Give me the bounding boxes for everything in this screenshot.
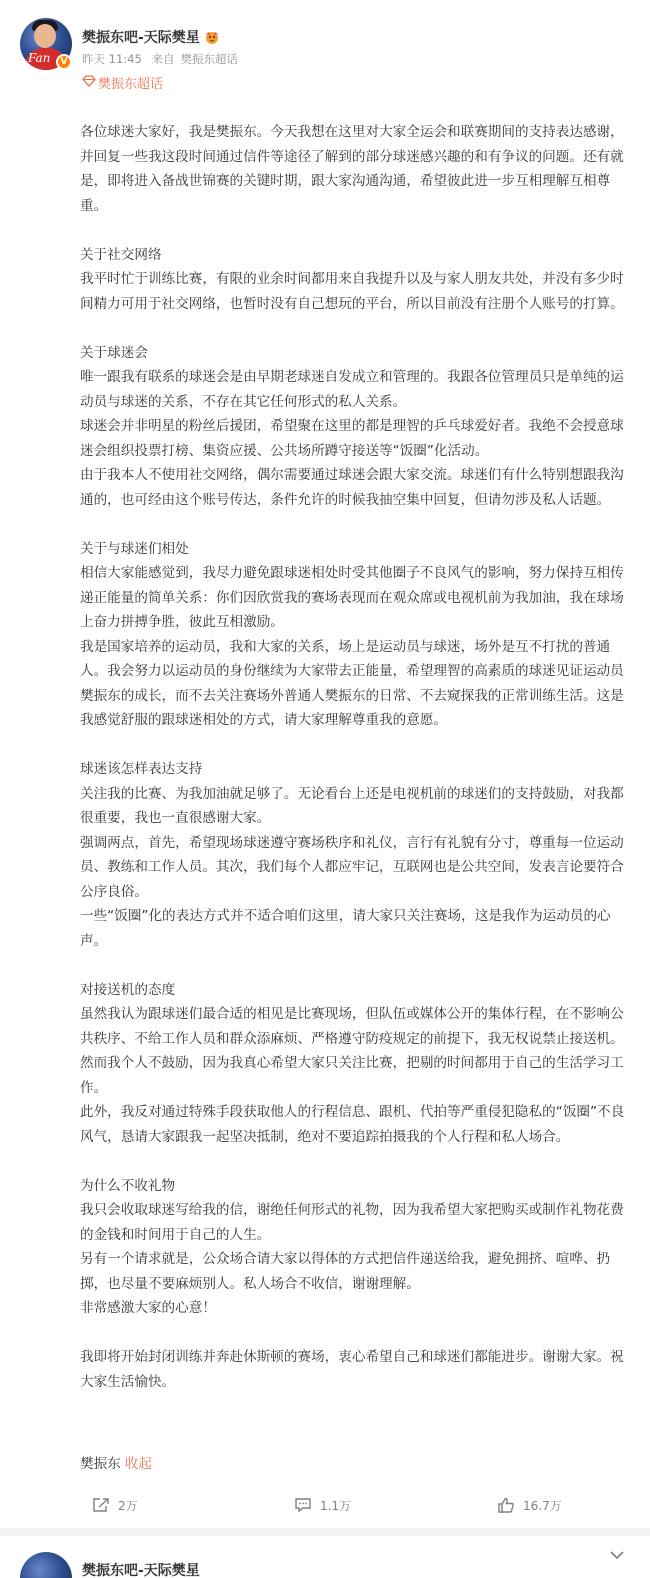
post-paragraph: 关于与球迷们相处 [80,540,189,557]
post-paragraph: 此外，我反对通过特殊手段获取他人的行程信息、跟机、代拍等严重侵犯隐私的“饭圈”不良风气，恳请大家跟我一起坚决抵制，绝对不要追踪拍摄我的个人行程和私人场合。 [80,1104,625,1145]
paragraph-gap [80,1321,625,1346]
post-divider [0,1528,650,1536]
collapse-link[interactable]: 收起 [124,1456,152,1472]
post-paragraph: 对接送机的态度 [80,981,176,998]
post-paragraph: 非常感激大家的心意！ [80,1300,216,1316]
post-paragraph: 一些“饭圈”化的表达方式并不适合咱们这里，请大家只关注赛场，这是我作为运动员的心声。 [80,908,611,949]
topic-label: 樊振东超话 [98,77,164,92]
post-paragraph: 关注我的比赛、为我加油就足够了。无论看台上还是电视机前的球迷们的支持鼓励，对我都很重要，我也一直很感谢大家。 [80,785,624,826]
like-button[interactable] [497,1490,562,1520]
avatar[interactable]: Fan [20,18,72,70]
verified-icon: V [56,54,72,70]
post-paragraph: 我只会收取球迷写给我的信，谢绝任何形式的礼物，因为我希望大家把购买或制作礼物花费的金钱和时间用于自己的人生。 [80,1202,624,1243]
post-paragraph: 为什么不收礼物 [80,1177,176,1194]
post-paragraph: 我即将开始封闭训练并奔赴休斯顿的赛场，衷心希望自己和球迷们都能进步。谢谢大家。祝大家生活愉快。 [80,1349,624,1390]
post-paragraph: 各位球迷大家好，我是樊振东。今天我想在这里对大家全运会和联赛期间的支持表达感谢，并回复一些我这段时间通过信件等途径了解到的部分球迷感兴趣的和有争议的问题。还有就是，即将进入备战世锦赛的关键时期，跟大家沟通沟通，希望彼此进一步互相理解互相尊重。 [80,124,624,214]
post-paragraph: 我平时忙于训练比赛，有限的业余时间都用来自我提升以及与家人朋友共处，并没有多少时间精力可用于社交网络，也暂时没有自己想玩的平台，所以目前没有注册个人账号的打算。 [80,271,624,312]
post-paragraph: 球迷会并非明星的粉丝后援团，希望聚在这里的都是理智的乒乓球爱好者。我绝不会授意球迷会组织投票打榜、集资应援、公共场所蹲守接送等“饭圈”化活动。 [80,418,624,459]
post-paragraph: 由于我本人不使用社交网络，偶尔需要通过球迷会跟大家交流。球迷们有什么特别想跟我沟通的，也可经由这个账号传达，条件允许的时候我抽空集中回复，但请勿涉及私人话题。 [80,467,624,508]
post-paragraph: 虽然我认为跟球迷们最合适的相见是比赛现场，但队伍或媒体公开的集体行程，在不影响公共秩序、不给工作人员和群众添麻烦、严格遵守防疫规定的前提下，我无权说禁止接送机。然而我个人不鼓励，因为我真心希望大家只关注比赛，把剔的时间都用于自己的生活学习工作。 [80,1006,624,1096]
source-prefix: 来自 [151,52,175,66]
paragraph-gap [80,218,625,243]
post-paragraph: 关于社交网络 [80,246,162,263]
topic-link[interactable] [82,73,163,92]
user-name[interactable]: 樊振东吧-天际樊星 [82,30,200,46]
post-time[interactable]: 昨天 11:45 [82,52,142,66]
post-paragraph: 关于球迷会 [80,344,148,361]
post-body [80,120,625,1394]
chevron-down-icon[interactable] [608,1548,626,1562]
paragraph-gap [80,953,625,978]
like-count: 16.7万 [523,1498,562,1513]
post-paragraph: 强调两点，首先，希望现场球迷遵守赛场秩序和礼仪，言行有礼貌有分寸，尊重每一位运动员、教练和工作人员。其次，我们每个人都应牢记，互联网也是公共空间，发表言论要符合公序良俗。 [80,834,624,900]
paragraph-gap [80,316,625,341]
comment-button[interactable] [294,1490,351,1520]
topic-diamond-icon [82,75,96,91]
name-row [82,26,220,48]
post-source[interactable]: 樊振东超话 [180,52,238,66]
post-header [20,18,630,98]
post-paragraph: 我是国家培养的运动员，我和大家的关系，场上是运动员与球迷，场外是互不打扰的普通人。我会努力以运动员的身份继续为大家带去正能量，希望理智的高素质的球迷见证运动员樊振东的成长，而不去关注赛场外普通人樊振东的日常、不去窥探我的正常训练生活。这是我感觉舒服的跟球迷相处的方式，请大家理解尊重我的意愿。 [80,638,624,728]
post-paragraph: 唯一跟我有联系的球迷会是由早期老球迷自发成立和管理的。我跟各位管理员只是单纯的运动员与球迷的关系，不存在其它任何形式的私人关系。 [80,369,624,410]
comment-count: 1.1万 [320,1498,352,1513]
post-paragraph: 相信大家能感觉到，我尽力避免跟球迷相处时受其他圈子不良风气的影响，努力保持互相传递正能量的简单关系：你们因欣赏我的赛场表现而在观众席或电视机前为我加油，我在球场上奋力拼搏争胜，彼此互相激励。 [80,565,624,630]
paragraph-gap [80,512,625,537]
share-count: 2万 [118,1498,138,1513]
share-button[interactable] [92,1490,138,1520]
next-post-author[interactable]: 樊振东吧-天际樊星 [82,1563,200,1578]
post-paragraph: 球迷该怎样表达支持 [80,761,203,777]
post-meta [82,51,244,67]
fan-badge-icon [204,30,220,44]
like-icon [497,1497,515,1513]
post-signature [80,1452,152,1476]
share-icon [92,1497,110,1513]
paragraph-gap [80,1149,625,1174]
signature-author: 樊振东 [80,1456,121,1472]
comment-icon [294,1497,312,1513]
post-paragraph: 另有一个请求就是，公众场合请大家以得体的方式把信件递送给我，避免拥挤、喧哗、扔掷，也尽量不要麻烦别人。私人场合不收信，谢谢理解。 [80,1251,611,1292]
paragraph-gap [80,733,625,758]
next-post-avatar[interactable] [20,1552,72,1578]
action-bar [0,1490,650,1520]
